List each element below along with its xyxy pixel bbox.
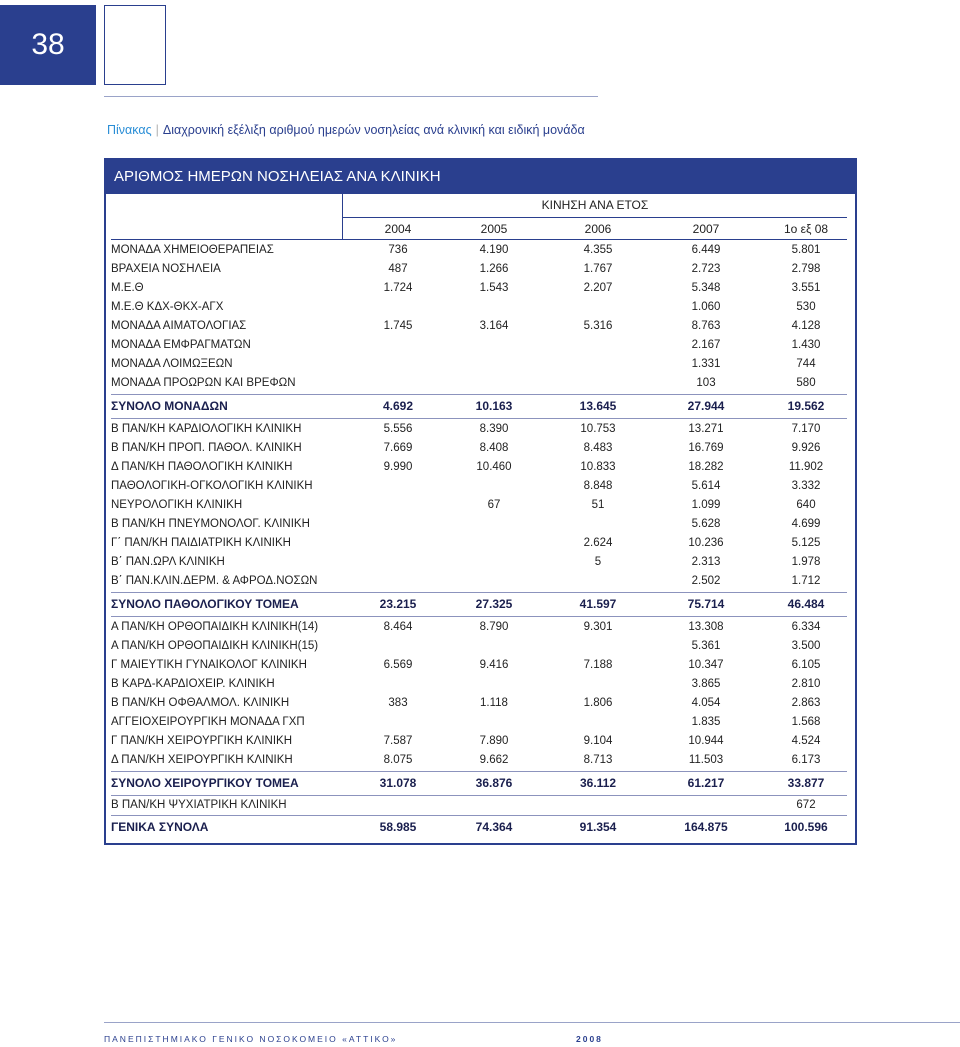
- row-value: 6.569: [383, 659, 413, 671]
- row-value: 27.325: [475, 597, 513, 611]
- table-row: [111, 618, 847, 637]
- table-total-row: [111, 774, 847, 793]
- row-label: Γ ΜΑΙΕΥΤΙΚΗ ΓΥΝΑΙΚΟΛΟΓ ΚΛΙΝΙΚΗ: [111, 659, 307, 671]
- row-value: 6.105: [791, 659, 821, 671]
- row-value: 1.835: [691, 716, 721, 728]
- row-value: 2.810: [791, 678, 821, 690]
- row-value: 744: [796, 358, 816, 370]
- row-value: 5.361: [691, 640, 721, 652]
- row-label: ΑΓΓΕΙΟΧΕΙΡΟΥΡΓΙΚΗ ΜΟΝΑΔΑ ΓΧΠ: [111, 716, 305, 728]
- row-value: 6.334: [791, 621, 821, 633]
- row-value: 41.597: [579, 597, 617, 611]
- row-label: Β ΠΑΝ/ΚΗ ΚΑΡΔΙΟΛΟΓΙΚΗ ΚΛΙΝΙΚΗ: [111, 423, 302, 435]
- row-value: 91.354: [579, 820, 617, 834]
- table-row: [111, 656, 847, 675]
- table-row: [111, 675, 847, 694]
- table-row: [111, 515, 847, 534]
- row-value: 7.188: [583, 659, 613, 671]
- row-value: 9.104: [583, 735, 613, 747]
- row-label: Γ΄ ΠΑΝ/ΚΗ ΠΑΙΔΙΑΤΡΙΚΗ ΚΛΙΝΙΚΗ: [111, 537, 291, 549]
- row-label: Μ.Ε.Θ: [111, 282, 144, 294]
- year-header: 2005: [480, 222, 508, 236]
- row-value: 9.662: [479, 754, 509, 766]
- row-value: 7.669: [383, 442, 413, 454]
- row-label: Β΄ ΠΑΝ.ΚΛΙΝ.ΔΕΡΜ. & ΑΦΡΟΔ.ΝΟΣΩΝ: [111, 575, 318, 587]
- table-row: [111, 694, 847, 713]
- row-value: 5: [594, 556, 602, 568]
- row-value: 58.985: [379, 820, 417, 834]
- row-value: 640: [796, 499, 816, 511]
- table-row: [111, 553, 847, 572]
- header-box: [104, 5, 166, 85]
- year-header-rule: [111, 239, 847, 240]
- row-value: 7.890: [479, 735, 509, 747]
- row-value: 11.902: [788, 461, 824, 473]
- year-header: 2007: [692, 222, 720, 236]
- row-value: 10.460: [476, 461, 512, 473]
- row-value: 1.543: [479, 282, 509, 294]
- row-value: 9.926: [791, 442, 821, 454]
- row-label: ΠΑΘΟΛΟΓΙΚΗ-ΟΓΚΟΛΟΓΙΚΗ ΚΛΙΝΙΚΗ: [111, 480, 313, 492]
- row-value: 4.054: [691, 697, 721, 709]
- row-value: 3.500: [791, 640, 821, 652]
- group-header: ΚΙΝΗΣΗ ΑΝΑ ΕΤΟΣ: [541, 198, 649, 212]
- row-value: 1.266: [479, 263, 509, 275]
- row-value: 2.723: [691, 263, 721, 275]
- table-row: [111, 279, 847, 298]
- footer-institution: ΠΑΝΕΠΙΣΤΗΜΙΑΚΟ ΓΕΝΙΚΟ ΝΟΣΟΚΟΜΕΙΟ «ΑΤΤΙΚΟ»: [104, 1034, 398, 1044]
- row-value: 5.348: [691, 282, 721, 294]
- row-value: 9.416: [479, 659, 509, 671]
- row-value: 10.163: [475, 399, 513, 413]
- row-value: 51: [591, 499, 605, 511]
- row-value: 67: [487, 499, 501, 511]
- caption-text: Διαχρονική εξέλιξη αριθμού ημερών νοσηλείας ανά κλινική και ειδική μονάδα: [162, 123, 585, 137]
- row-value: 13.308: [688, 621, 724, 633]
- row-value: 2.863: [791, 697, 821, 709]
- row-label: ΒΡΑΧΕΙΑ ΝΟΣΗΛΕΙΑ: [111, 263, 221, 275]
- footer-year: 2008: [576, 1034, 603, 1044]
- row-label: Γ ΠΑΝ/ΚΗ ΧΕΙΡΟΥΡΓΙΚΗ ΚΛΙΝΙΚΗ: [111, 735, 293, 747]
- row-value: 580: [796, 377, 816, 389]
- row-value: 1.568: [791, 716, 821, 728]
- row-value: 5.125: [791, 537, 821, 549]
- row-value: 487: [388, 263, 408, 275]
- row-value: 5.316: [583, 320, 613, 332]
- row-label: Β ΠΑΝ/ΚΗ ΟΦΘΑΛΜΟΛ. ΚΛΙΝΙΚΗ: [111, 697, 290, 709]
- row-value: 8.848: [583, 480, 613, 492]
- section-rule: [111, 771, 847, 772]
- row-value: 4.699: [791, 518, 821, 530]
- row-value: 4.355: [583, 244, 613, 256]
- row-value: 1.099: [691, 499, 721, 511]
- row-value: 9.301: [583, 621, 613, 633]
- row-label: Δ ΠΑΝ/ΚΗ ΧΕΙΡΟΥΡΓΙΚΗ ΚΛΙΝΙΚΗ: [111, 754, 293, 766]
- row-value: 8.408: [479, 442, 509, 454]
- table-row: [111, 260, 847, 279]
- row-value: 46.484: [787, 597, 825, 611]
- row-value: 74.364: [475, 820, 513, 834]
- section-rule: [111, 815, 847, 816]
- row-value: 18.282: [688, 461, 724, 473]
- row-label: Β ΠΑΝ/ΚΗ ΨΥΧΙΑΤΡΙΚΗ ΚΛΙΝΙΚΗ: [111, 799, 287, 811]
- row-value: 13.271: [688, 423, 724, 435]
- row-value: 1.745: [383, 320, 413, 332]
- row-value: 1.978: [791, 556, 821, 568]
- row-value: 33.877: [787, 776, 825, 790]
- row-value: 16.769: [688, 442, 724, 454]
- row-value: 4.692: [382, 399, 414, 413]
- row-value: 8.713: [583, 754, 613, 766]
- row-value: 1.712: [791, 575, 821, 587]
- row-label: Β ΠΑΝ/ΚΗ ΠΡΟΠ. ΠΑΘΟΛ. ΚΛΙΝΙΚΗ: [111, 442, 302, 454]
- section-rule: [111, 592, 847, 593]
- row-value: 7.587: [383, 735, 413, 747]
- table-row: [111, 534, 847, 553]
- row-value: 10.347: [688, 659, 724, 671]
- row-label: ΣΥΝΟΛΟ ΠΑΘΟΛΟΓΙΚΟΥ ΤΟΜΕΑ: [111, 597, 299, 611]
- row-value: 10.236: [688, 537, 724, 549]
- row-value: 8.390: [479, 423, 509, 435]
- row-value: 6.173: [791, 754, 821, 766]
- row-value: 3.164: [479, 320, 509, 332]
- row-value: 2.313: [691, 556, 721, 568]
- row-value: 3.865: [691, 678, 721, 690]
- row-label: Μ.Ε.Θ ΚΔΧ-ΘΚΧ-ΑΓΧ: [111, 301, 224, 313]
- row-value: 1.118: [480, 697, 508, 709]
- table-row: [111, 241, 847, 260]
- row-value: 7.170: [791, 423, 821, 435]
- row-value: 31.078: [379, 776, 417, 790]
- row-value: 5.556: [383, 423, 413, 435]
- row-value: 10.944: [688, 735, 724, 747]
- row-label: Β ΠΑΝ/ΚΗ ΠΝΕΥΜΟΝΟΛΟΓ. ΚΛΙΝΙΚΗ: [111, 518, 310, 530]
- row-value: 8.790: [479, 621, 509, 633]
- row-value: 2.207: [583, 282, 613, 294]
- row-label: Α ΠΑΝ/ΚΗ ΟΡΘΟΠΑΙΔΙΚΗ ΚΛΙΝΙΚΗ(14): [111, 621, 319, 633]
- row-value: 1.724: [383, 282, 413, 294]
- table-row: [111, 298, 847, 317]
- header-rule: [104, 96, 598, 97]
- row-value: 8.075: [383, 754, 413, 766]
- table-row: [111, 477, 847, 496]
- row-value: 9.990: [383, 461, 413, 473]
- section-rule: [111, 394, 847, 395]
- row-value: 5.614: [691, 480, 721, 492]
- table-row: [111, 374, 847, 393]
- table-title: ΑΡΙΘΜΟΣ ΗΜΕΡΩΝ ΝΟΣΗΛΕΙΑΣ ΑΝΑ ΚΛΙΝΙΚΗ: [106, 160, 855, 194]
- row-value: 164.875: [684, 820, 728, 834]
- row-value: 75.714: [687, 597, 725, 611]
- row-label: ΣΥΝΟΛΟ ΜΟΝΑΔΩΝ: [111, 399, 228, 413]
- row-value: 4.128: [791, 320, 821, 332]
- row-value: 2.624: [583, 537, 613, 549]
- row-value: 2.167: [691, 339, 721, 351]
- page-number: 38: [0, 5, 96, 85]
- row-value: 36.876: [475, 776, 513, 790]
- table-total-row: [111, 595, 847, 614]
- row-value: 383: [388, 697, 408, 709]
- row-label: ΜΟΝΑΔΑ ΑΙΜΑΤΟΛΟΓΙΑΣ: [111, 320, 247, 332]
- row-value: 8.464: [383, 621, 413, 633]
- year-header: 2006: [584, 222, 612, 236]
- row-value: 672: [796, 799, 816, 811]
- row-value: 4.190: [479, 244, 509, 256]
- table-row: [111, 496, 847, 515]
- row-label: ΝΕΥΡΟΛΟΓΙΚΗ ΚΛΙΝΙΚΗ: [111, 499, 243, 511]
- table-row: [111, 796, 847, 815]
- table-row: [111, 355, 847, 374]
- row-value: 5.628: [691, 518, 721, 530]
- row-label: ΜΟΝΑΔΑ ΠΡΟΩΡΩΝ ΚΑΙ ΒΡΕΦΩΝ: [111, 377, 296, 389]
- row-value: 6.449: [691, 244, 721, 256]
- row-label: ΜΟΝΑΔΑ ΛΟΙΜΩΞΕΩΝ: [111, 358, 233, 370]
- year-header: 2004: [384, 222, 412, 236]
- row-value: 8.763: [691, 320, 721, 332]
- table-total-row: [111, 818, 847, 837]
- table-caption: [107, 123, 585, 137]
- row-value: 4.524: [791, 735, 821, 747]
- table-row: [111, 637, 847, 656]
- row-value: 1.331: [691, 358, 721, 370]
- table-row: [111, 439, 847, 458]
- row-value: 13.645: [579, 399, 617, 413]
- table-row: [111, 458, 847, 477]
- row-value: 1.430: [791, 339, 821, 351]
- row-value: 8.483: [583, 442, 613, 454]
- row-value: 10.753: [580, 423, 616, 435]
- row-value: 5.801: [791, 244, 821, 256]
- row-label: Β΄ ΠΑΝ.ΩΡΛ ΚΛΙΝΙΚΗ: [111, 556, 225, 568]
- row-value: 36.112: [579, 776, 617, 790]
- row-label: Δ ΠΑΝ/ΚΗ ΠΑΘΟΛΟΓΙΚΗ ΚΛΙΝΙΚΗ: [111, 461, 293, 473]
- table-row: [111, 317, 847, 336]
- row-label: ΣΥΝΟΛΟ ΧΕΙΡΟΥΡΓΙΚΟΥ ΤΟΜΕΑ: [111, 776, 299, 790]
- row-value: 61.217: [687, 776, 725, 790]
- row-value: 530: [796, 301, 816, 313]
- row-label: Α ΠΑΝ/ΚΗ ΟΡΘΟΠΑΙΔΙΚΗ ΚΛΙΝΙΚΗ(15): [111, 640, 319, 652]
- table-row: [111, 572, 847, 591]
- table-row: [111, 732, 847, 751]
- table-row: [111, 420, 847, 439]
- row-value: 11.503: [688, 754, 724, 766]
- row-label: ΓΕΝΙΚΑ ΣΥΝΟΛΑ: [111, 820, 209, 834]
- table-row: [111, 751, 847, 770]
- row-value: 23.215: [379, 597, 417, 611]
- caption-separator: |: [155, 123, 159, 137]
- row-value: 19.562: [787, 399, 825, 413]
- row-value: 2.798: [791, 263, 821, 275]
- row-value: 3.332: [791, 480, 821, 492]
- row-value: 27.944: [687, 399, 725, 413]
- section-rule: [111, 418, 847, 419]
- caption-label: Πίνακας: [107, 123, 152, 137]
- row-value: 103: [696, 377, 716, 389]
- table-row: [111, 336, 847, 355]
- group-header-rule: [343, 217, 847, 218]
- row-value: 100.596: [784, 820, 828, 834]
- section-rule: [111, 616, 847, 617]
- row-label: Β ΚΑΡΔ-ΚΑΡΔΙΟΧΕΙΡ. ΚΛΙΝΙΚΗ: [111, 678, 275, 690]
- row-value: 1.767: [583, 263, 613, 275]
- row-value: 10.833: [580, 461, 616, 473]
- row-label: ΜΟΝΑΔΑ ΧΗΜΕΙΟΘΕΡΑΠΕΙΑΣ: [111, 244, 274, 256]
- row-value: 3.551: [791, 282, 821, 294]
- row-value: 1.060: [691, 301, 721, 313]
- row-value: 2.502: [691, 575, 721, 587]
- footer-rule: [104, 1022, 960, 1023]
- year-header: 1ο εξ 08: [783, 222, 829, 236]
- row-value: 736: [388, 244, 408, 256]
- row-value: 1.806: [583, 697, 613, 709]
- table-row: [111, 713, 847, 732]
- table-total-row: [111, 397, 847, 416]
- row-label: ΜΟΝΑΔΑ ΕΜΦΡΑΓΜΑΤΩΝ: [111, 339, 251, 351]
